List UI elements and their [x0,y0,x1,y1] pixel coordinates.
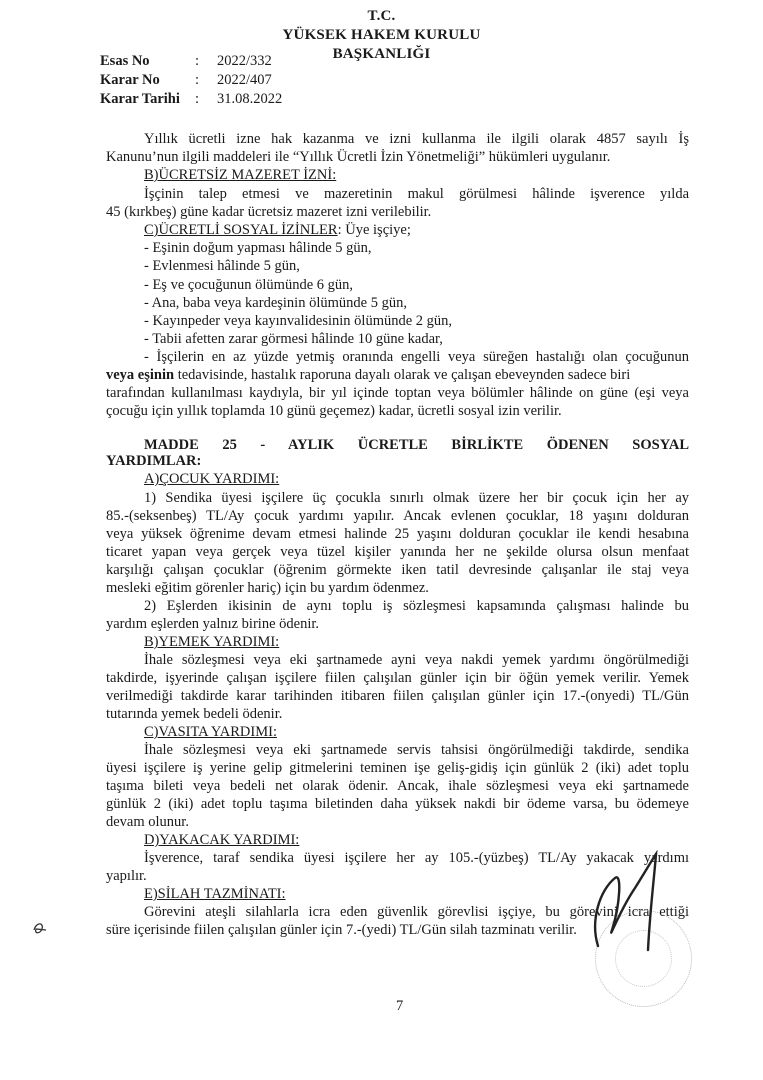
section-title: B)YEMEK YARDIMI: [144,634,280,650]
article-title-cont: YARDIMLAR: [106,453,202,469]
body-line: yardım eşlerden yalnız birine ödenir. [106,616,319,632]
body-line: tarafından kullanılması kaydıyla, bir yıl içinde toptan veya bölümler hâlinde on güne (eşi veya [106,385,689,401]
body-line: 1) Sendika üyesi işçilere üç çocukla sınırlı olmak üzere her bir çocuk için her ay [144,490,689,506]
body-line: devam olunur. [106,814,189,830]
meta-key: Karar No [100,72,160,88]
section-title: D)YAKACAK YARDIMI: [144,832,300,848]
body-line: 2) Eşlerden ikisinin de aynı toplu iş sözleşmesi kapsamında çalışması halinde bu [144,598,689,614]
body-line: günlük 2 (iki) adet toplu taşıma biletinden daha yüksek nakdi bir ödeme varsa, bu ödemeye [106,796,689,812]
body-line: Görevini ateşli silahlarla icra eden güvenlik görevlisi işçiye, bu görevini icra ettiği [144,904,689,920]
p1-line: Kanunu’nun ilgili maddeleri ile “Yıllık Ücretli İzin Yönetmeliği” hükümleri uygulanır. [106,149,611,165]
section-title-text: C)ÜCRETLİ SOSYAL İZİNLER [144,222,338,238]
body-line: 45 (kırkbeş) güne kadar ücretsiz mazeret izni verilebilir. [106,204,432,220]
list-item: - Kayınpeder veya kayınvalidesinin ölümünde 2 gün, [144,313,453,329]
meta-karar-tarihi [100,91,282,108]
body-line: yapılır. [106,868,147,884]
list-item: - Tabii afetten zarar görmesi hâlinde 10 güne kadar, [144,331,443,347]
body-line: tutarında yemek bedeli ödenir. [106,706,283,722]
body-text: tedavisinde, hastalık raporuna dayalı olarak ve çalışan ebeveynden sadece biri [174,367,631,383]
list-item: - Ana, baba veya kardeşinin ölümünde 5 gün, [144,295,407,311]
signature [560,850,700,960]
article-title: MADDE 25 - AYLIK ÜCRETLE BİRLİKTE ÖDENEN SOSYAL [144,437,689,453]
body-line: İhale sözleşmesi veya eki şartnamede ayni veya nakdi yemek yardımı öngörülmediği [144,652,689,668]
meta-key: Karar Tarihi [100,91,180,107]
meta-colon: : [195,91,200,107]
body-line: takdirde, işyerinde çalışan işçilere fiilen çalışılan günler için bir öğün yemek verilir. Yemek [106,670,689,686]
list-item: - İşçilerin en az yüzde yetmiş oranında engelli veya süreğen hastalığı olan çocuğunun [144,349,689,365]
body-line: verilmediği takdirde karar tarihinden itibaren fiilen çalışılan günler için 17.-(onyedi) TL/Gün [106,688,689,704]
body-line: ticaret yapan veya gerçek veya tüzel kişiler yanında her ne şekilde olursa olsun menfaat [106,544,689,560]
body-line: veya yüksek öğrenime devam etmesi halinde 25 yaşını dolduran çocuklar ile kendi hesabına [106,526,689,542]
section-title: C)VASITA YARDIMI: [144,724,277,740]
body-line: taşıma bileti veya bedeli net olarak ödenir. Ancak, ihale sözleşmesi veya eki şartnamede [106,778,689,794]
page-number: 7 [396,998,404,1014]
meta-value: 2022/332 [217,53,272,69]
meta-karar [100,72,272,89]
meta-value: 31.08.2022 [217,91,283,107]
margin-initial-mark [30,918,50,938]
section-title: E)SİLAH TAZMİNATI: [144,886,286,902]
meta-colon: : [195,72,200,88]
meta-esas [100,53,272,70]
section-title: B)ÜCRETSİZ MAZERET İZNİ: [144,167,337,183]
section-title-suffix: : Üye işçiye; [337,222,411,238]
list-item: - Evlenmesi hâlinde 5 gün, [144,258,300,274]
list-item: - Eş ve çocuğunun ölümünde 6 gün, [144,277,354,293]
body-line: çocuğu için yıllık toplamda 10 günü geçemez) kadar, ücretli sosyal izin verilir. [106,403,562,419]
meta-value: 2022/407 [217,72,272,88]
header-department: BAŞKANLIĞI [332,46,431,62]
body-line: süre içerisinde fiilen çalışılan günler için 7.-(yedi) TL/Gün silah tazminatı verilir. [106,922,577,938]
header-institution: YÜKSEK HAKEM KURULU [282,27,481,43]
bold-text: veya eşinin [106,367,175,383]
section-title [144,222,411,239]
body-line: İşçinin talep etmesi ve mazeretinin makul görülmesi hâlinde işverence yılda [144,186,689,202]
body-line: mesleki eğitim görenler hariç) için bu yardım ödenmez. [106,580,429,596]
list-item: - Eşinin doğum yapması hâlinde 5 gün, [144,240,372,256]
body-line: üyesi işçilere iş yerine gelip gitmelerini teminen işe geliş-gidiş için günlük 2 (iki) adet toplu [106,760,689,776]
header-tc: T.C. [367,8,396,24]
body-line: İşverence, taraf sendika üyesi işçilere her ay 105.-(yüzbeş) TL/Ay yakacak yardımı [144,850,689,866]
body-line: karşılığı çalışan çocuklar (öğrenim görmekte iken tatil devresinde çalışanlar ile staj veya [106,562,689,578]
body-line [106,367,689,384]
section-title: A)ÇOCUK YARDIMI: [144,471,280,487]
body-line: İhale sözleşmesi veya eki şartnamede servis tahsisi öngörülmediği takdirde, sendika [144,742,689,758]
body-line: 85.-(seksenbeş) TL/Ay çocuk yardımı yapılır. Ancak evlenen çocuklar, 18 yaşını dolduran [106,508,689,524]
meta-key: Esas No [100,53,150,69]
meta-colon: : [195,53,200,69]
p1-line: Yıllık ücretli izne hak kazanma ve izni kullanma ile ilgili olarak 4857 sayılı İş [144,131,689,147]
